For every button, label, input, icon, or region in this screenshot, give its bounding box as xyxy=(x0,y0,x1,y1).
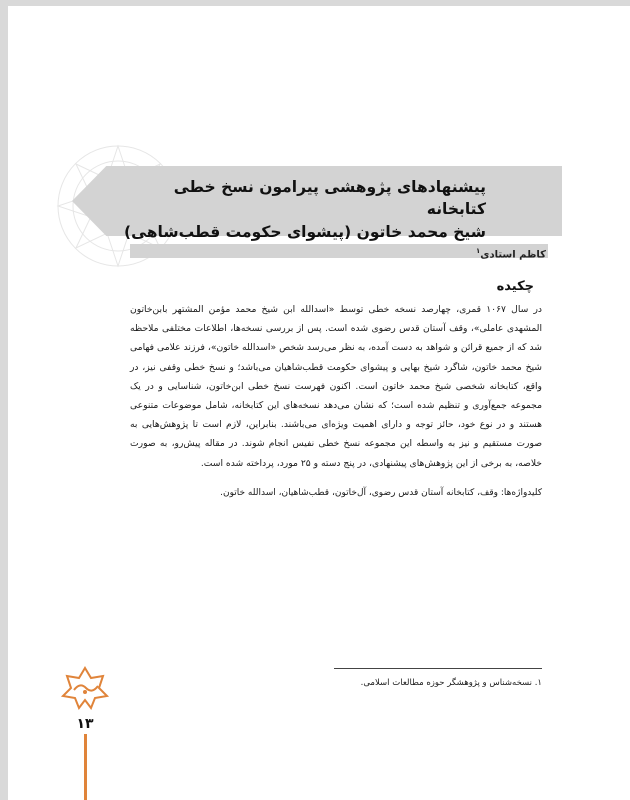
journal-logo-icon xyxy=(60,666,110,710)
author-footnote-mark: ۱ xyxy=(476,247,481,255)
article-title-line-1: پیشنهادهای پژوهشی پیرامون نسخ خطی کتابخانه xyxy=(173,178,486,218)
keywords: کلیدواژه‌ها: وقف، کتابخانه آستان قدس رضوی، آل‌خاتون، قطب‌شاهیان، اسدالله خاتون. xyxy=(220,488,542,498)
abstract-heading: چکیده xyxy=(496,279,534,294)
page-number: ۱۳ xyxy=(76,716,94,732)
author-name xyxy=(476,244,546,262)
article-title xyxy=(118,176,486,244)
author-name-text: کاظم استادی xyxy=(480,249,546,261)
footnote: ۱. نسخه‌شناس و پژوهشگر حوزه مطالعات اسلامی. xyxy=(360,678,542,688)
abstract-body: در سال ۱۰۶۷ قمری، چهارصد نسخه خطی توسط «اسدالله ابن شیخ محمد مؤمن المشتهر بابن‌خاتون المشهدی عاملی»، وقف آستان قدس رضوی شده است. پس از بررسی نسخه‌ها، اطلاعات مختلفی ملاحظه شد که از جمیع قرائن و شواهد به دست آمده، به نظر می‌رسد شخص «اسدالله خاتون»، فرزند علامی فهامی شیخ محمد خاتون، شاگرد شیخ بهایی و پیشوای حکومت قطب‌شاهیان می‌باشد؛ و نسخ خطی وقفی نیز، در واقع، کتابخانه شخصی شیخ محمد خاتون است. اکنون فهرست نسخ خطی ابن‌خاتون، شناسایی و در یک مجموعه جمع‌آوری و تنظیم شده است؛ که نشان می‌دهد نسخه‌های این کتابخانه، شامل موضوعات متنوعی هستند و در نوع خود، حائز توجه و دارای اهمیت ویژه‌ای می‌باشند. بنابراین، لازم است تا پژوهش‌هایی به صورت مستقیم و نیز به واسطه این مجموعه نسخ خطی نفیس انجام شوند. در مقاله پیش‌رو، به صورت خلاصه، به برخی از این پژوهش‌های پیشنهادی، در پنج دسته و ۲۵ مورد، پرداخته شده است. xyxy=(130,304,542,469)
article-title-line-2: شیخ محمد خاتون (پیشوای حکومت قطب‌شاهی) xyxy=(124,223,486,241)
page-accent-line xyxy=(84,734,87,800)
journal-page xyxy=(8,6,630,800)
footnote-divider xyxy=(334,668,542,669)
